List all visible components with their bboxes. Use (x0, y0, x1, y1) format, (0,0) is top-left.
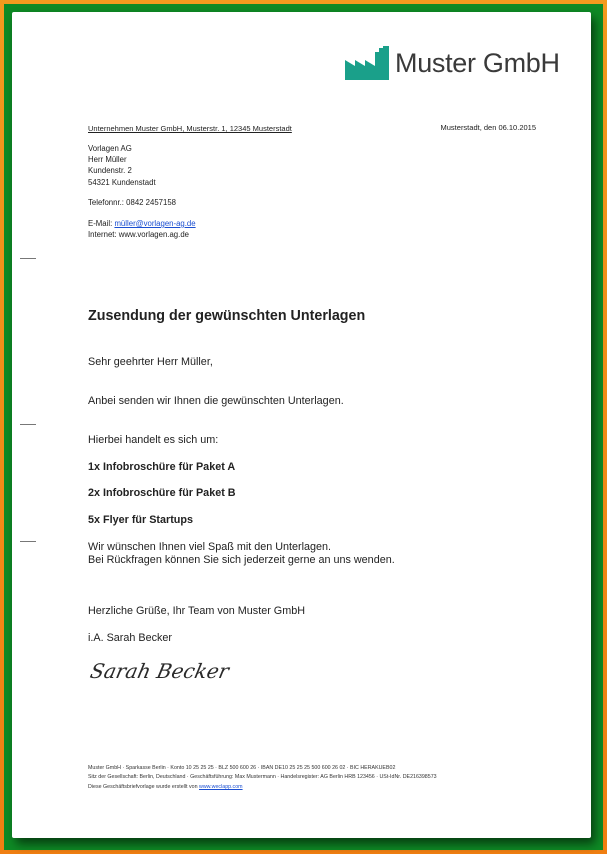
internet-line: Internet: www.vorlagen.ag.de (88, 230, 189, 240)
recipient-address (88, 143, 156, 188)
recipient-phone: Telefonnr.: 0842 2457158 (88, 198, 177, 207)
svg-text:Sarah Becker: Sarah Becker (88, 659, 232, 683)
recipient-company: Vorlagen AG (88, 144, 132, 153)
recipient-street: Kundenstr. 2 (88, 166, 132, 176)
item-3: 5x Flyer für Startups (88, 514, 194, 526)
item-2: 2x Infobroschüre für Paket B (88, 487, 236, 499)
sender-return-line: Unternehmen Muster GmbH, Musterstr. 1, 12345 Musterstadt (88, 124, 292, 133)
footer-link[interactable]: www.weclapp.com (199, 783, 243, 790)
fold-mark-middle (20, 424, 36, 425)
footer-credit: Diese Geschäftsbriefvorlage wurde erstellt von www.weclapp.com (88, 783, 243, 790)
letter-footer (88, 764, 437, 792)
signer-name: i.A. Sarah Becker (88, 632, 173, 644)
email-line (88, 218, 196, 229)
letter-subject: Zusendung der gewünschten Unterlagen (88, 308, 366, 324)
email-link[interactable]: müller@vorlagen-ag.de (114, 219, 196, 228)
item-1: 1x Infobroschüre für Paket A (88, 461, 236, 473)
email-label: E-Mail: (88, 219, 115, 228)
letter-date: Musterstadt, den 06.10.2015 (440, 123, 536, 132)
fold-mark-top (20, 258, 36, 259)
company-name: Muster GmbH (395, 47, 560, 78)
regards: Herzliche Grüße, Ihr Team von Muster GmbH (88, 605, 306, 617)
letter-page (12, 12, 591, 838)
intro-text: Anbei senden wir Ihnen die gewünschten Unterlagen. (88, 395, 344, 407)
salutation: Sehr geehrter Herr Müller, (88, 356, 213, 368)
closing-line-2: Bei Rückfragen können Sie sich jederzeit gerne an uns wenden. (88, 554, 395, 566)
footer-company-info: Sitz der Gesellschaft: Berlin, Deutschland · Geschäftsführung: Max Mustermann · Handelsregister: AG Berlin HRB 123456 · USt-IdNr. DE216398573 (88, 774, 437, 781)
factory-icon (345, 46, 389, 80)
company-logo (345, 46, 560, 80)
closing-line-1: Wir wünschen Ihnen viel Spaß mit den Unterlagen. (88, 541, 332, 553)
fold-mark-bottom (20, 541, 36, 542)
recipient-contact (88, 218, 196, 240)
list-intro: Hierbei handelt es sich um: (88, 434, 219, 446)
recipient-person: Herr Müller (88, 155, 127, 165)
recipient-city: 54321 Kundenstadt (88, 177, 156, 187)
handwritten-signature (88, 655, 242, 690)
footer-bank: Muster GmbH · Sparkasse Berlin · Konto 10 25 25 25 · BLZ 500 600 26 · IBAN DE10 25 25 25 500 600 26 02 · BIC HERAKUEB02 (88, 765, 396, 771)
